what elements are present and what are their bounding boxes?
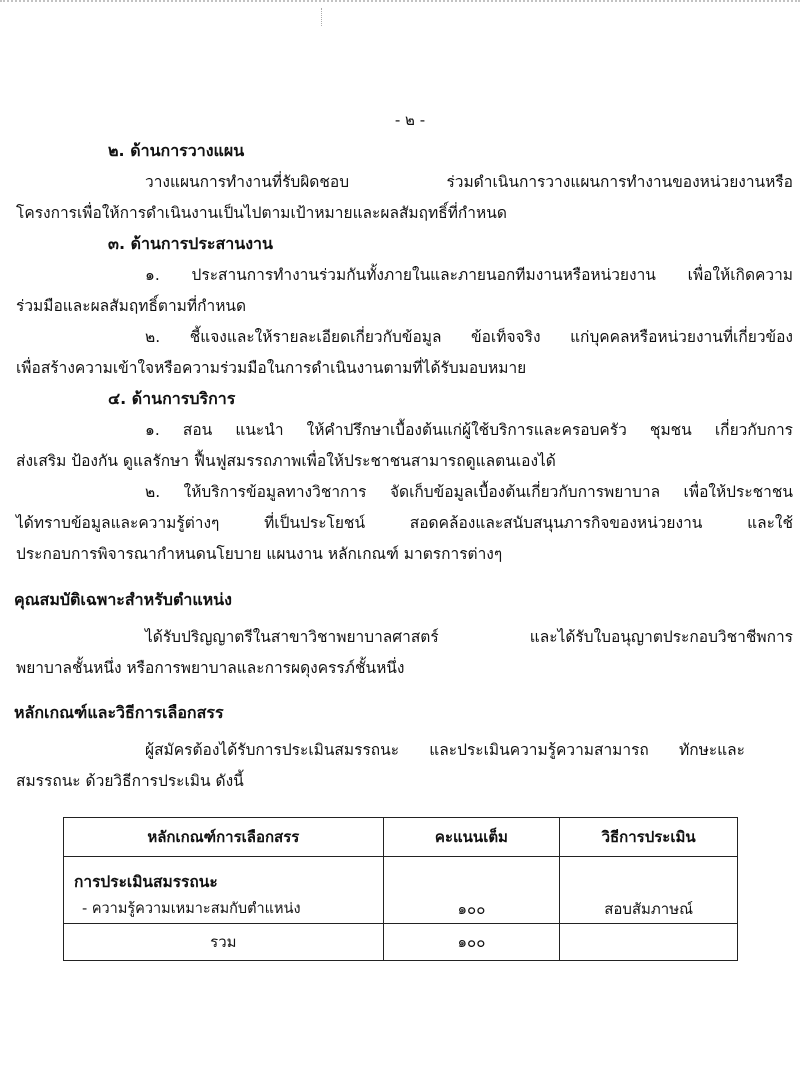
coordination-item2-line2: เพื่อสร้างความเข้าใจหรือความร่วมมือในการดำเนินงานตามที่ได้รับมอบหมาย	[16, 359, 527, 377]
section-planning-heading: ๒. ด้านการวางแผน	[108, 141, 245, 160]
section-service-heading: ๔. ด้านการบริการ	[108, 389, 236, 408]
header-full-score: คะแนนเต็ม	[383, 818, 560, 857]
coordination-item1-line1: ๑. ประสานการทำงานร่วมกันทั้งภายในและภายนอกทีมงานหรือหน่วยงาน เพื่อให้เกิดความ	[145, 266, 793, 284]
criteria-item-label: - ความรู้ความเหมาะสมกับตำแหน่ง	[82, 901, 301, 917]
service-item2-line1: ๒. ให้บริการข้อมูลทางวิชาการ จัดเก็บข้อมูลเบื้องต้นเกี่ยวกับการพยาบาล เพื่อให้ประชาชน	[145, 483, 793, 501]
criteria-item-method: สอบสัมภาษณ์	[604, 900, 694, 918]
scan-dot-artifact	[321, 8, 323, 26]
criteria-cell	[64, 857, 384, 924]
section-coordination-heading: ๓. ด้านการประสานงาน	[108, 234, 273, 253]
total-score: ๑๐๐	[383, 924, 560, 961]
service-item2-line2: ได้ทราบข้อมูลและความรู้ต่างๆ ที่เป็นประโยชน์ สอดคล้องและสนับสนุนภารกิจของหน่วยงาน และใช้	[16, 514, 793, 532]
header-method: วิธีการประเมิน	[560, 818, 738, 857]
total-label: รวม	[64, 924, 384, 961]
service-item2-line3: ประกอบการพิจารณากำหนดนโยบาย แผนงาน หลักเกณฑ์ มาตรการต่างๆ	[16, 545, 503, 563]
table-row	[64, 857, 738, 924]
total-method	[560, 924, 738, 961]
page-number: - ๒ -	[394, 111, 426, 129]
qualifications-line2: พยาบาลชั้นหนึ่ง หรือการพยาบาลและการผดุงครรภ์ชั้นหนึ่ง	[16, 659, 405, 677]
coordination-item1-line2: ร่วมมือและผลสัมฤทธิ์ตามที่กำหนด	[16, 297, 247, 315]
selection-criteria-table	[63, 817, 738, 961]
selection-line1: ผู้สมัครต้องได้รับการประเมินสมรรถนะ และประเมินความรู้ความสามารถ ทักษะและ	[145, 741, 745, 759]
header-criteria: หลักเกณฑ์การเลือกสรร	[64, 818, 384, 857]
planning-text-line2: โครงการเพื่อให้การดำเนินงานเป็นไปตามเป้าหมายและผลสัมฤทธิ์ที่กำหนด	[16, 204, 507, 222]
method-cell	[560, 857, 738, 924]
score-cell	[383, 857, 560, 924]
criteria-item-score: ๑๐๐	[457, 900, 486, 918]
table-header-row	[64, 818, 738, 857]
planning-text-line1: วางแผนการทำงานที่รับผิดชอบ ร่วมดำเนินการวางแผนการทำงานของหน่วยงานหรือ	[145, 173, 793, 191]
service-item1-line1: ๑. สอน แนะนำ ให้คำปรึกษาเบื้องต้นแก่ผู้ใช้บริการและครอบครัว ชุมชน เกี่ยวกับการ	[145, 421, 793, 439]
qualifications-heading: คุณสมบัติเฉพาะสำหรับตำแหน่ง	[14, 590, 232, 609]
service-item1-line2: ส่งเสริม ป้องกัน ดูแลรักษา ฟื้นฟูสมรรถภาพเพื่อให้ประชาชนสามารถดูแลตนเองได้	[16, 452, 556, 470]
selection-line2: สมรรถนะ ด้วยวิธีการประเมิน ดังนี้	[16, 772, 244, 790]
coordination-item2-line1: ๒. ชี้แจงและให้รายละเอียดเกี่ยวกับข้อมูล ข้อเท็จจริง แก่บุคคลหรือหน่วยงานที่เกี่ยวข้อง	[145, 328, 793, 346]
group-title: การประเมินสมรรถนะ	[74, 873, 218, 891]
selection-heading: หลักเกณฑ์และวิธีการเลือกสรร	[14, 703, 224, 722]
qualifications-line1: ได้รับปริญญาตรีในสาขาวิชาพยาบาลศาสตร์ และได้รับใบอนุญาตประกอบวิชาชีพการ	[145, 628, 793, 646]
scan-edge-artifact	[0, 0, 800, 8]
table-total-row	[64, 924, 738, 961]
